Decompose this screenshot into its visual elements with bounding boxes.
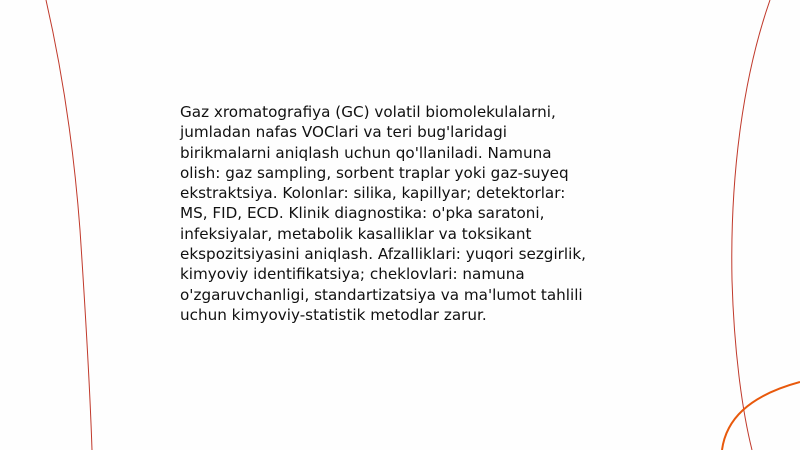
left-curve-line: [46, 0, 92, 450]
right-curve-line: [732, 0, 770, 450]
body-paragraph: Gaz xromatografiya (GC) volatil biomolekulalarni, jumladan nafas VOClari va teri bug'laridagi birikmalarni aniqlash uchun qo'llaniladi. Namuna olish: gaz sampling, sorbent traplar yoki gaz-suyeq ekstraktsiya. Kolonlar: silika, kapillyar; detektorlar: MS, FID, ECD. Klinik diagnostika: o'pka saratoni, infeksiyalar, metabolik kasalliklar va toksikant ekspozitsiyasini aniqlash. Afzalliklari: yuqori sezgirlik, kimyoviy identifikatsiya; cheklovlari: namuna o'zgaruvchanligi, standartizatsiya va ma'lumot tahlili uchun kimyoviy-statistik metodlar zarur.: [180, 103, 586, 324]
orange-arc: [722, 382, 800, 450]
